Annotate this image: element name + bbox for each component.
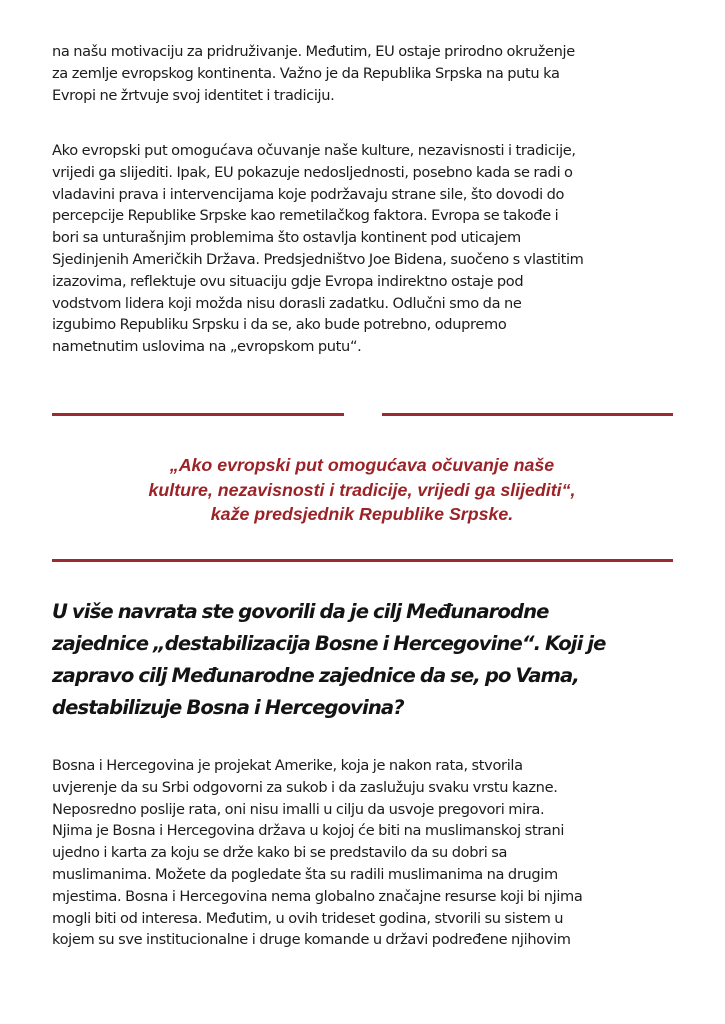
interview-question bbox=[52, 596, 692, 724]
text-line: Evropi ne žrtvuje svoj identitet i tradiciju. bbox=[52, 86, 335, 104]
text-line: Bosna i Hercegovina je projekat Amerike, koja je nakon rata, stvorila bbox=[52, 757, 523, 774]
text-line: Njima je Bosna i Hercegovina država u kojoj će biti na muslimanskoj strani bbox=[52, 822, 565, 840]
question-line: destabilizuje Bosna i Hercegovina? bbox=[52, 696, 404, 719]
paragraph-1 bbox=[52, 41, 682, 106]
text-line: Ako evropski put omogućava očuvanje naše kulture, nezavisnosti i tradicije, bbox=[52, 142, 576, 159]
text-line: izgubimo Republiku Srpsku i da se, ako bude potrebno, odupremo bbox=[52, 316, 507, 334]
divider-top-right bbox=[382, 413, 673, 416]
text-line: percepcije Republike Srpske kao remetilačkog faktora. Evropa se takođe i bbox=[52, 207, 559, 225]
text-line: muslimanima. Možete da pogledate šta su radili muslimanima na drugim bbox=[52, 865, 558, 883]
text-line: mogli biti od interesa. Međutim, u ovih trideset godina, stvorili su sistem u bbox=[52, 909, 564, 927]
divider-top-left bbox=[52, 413, 344, 416]
quote-line: „Ako evropski put omogućava očuvanje naše bbox=[169, 455, 555, 475]
pull-quote bbox=[52, 453, 672, 527]
divider-bottom bbox=[52, 559, 673, 562]
text-line: nametnutim uslovima na „evropskom putu“. bbox=[52, 338, 362, 356]
text-line: uvjerenje da su Srbi odgovorni za sukob i da zaslužuju svaku vrstu kazne. bbox=[52, 778, 558, 796]
text-line: Sjedinjenih Američkih Država. Predsjedništvo Joe Bidena, suočeno s vlastitim bbox=[52, 250, 584, 268]
question-line: U više navrata ste govorili da je cilj Međunarodne bbox=[52, 600, 549, 623]
text-line: izazovima, reflektuje ovu situaciju gdje Evropa indirektno ostaje pod bbox=[52, 272, 524, 290]
paragraph-2 bbox=[52, 140, 682, 358]
question-line: zajednice „destabilizacija Bosne i Hercegovine“. Koji je bbox=[52, 632, 606, 655]
quote-line: kulture, nezavisnosti i tradicije, vrijedi ga slijediti“, bbox=[148, 479, 576, 500]
text-line: mjestima. Bosna i Hercegovina nema globalno značajne resurse koji bi njima bbox=[52, 887, 583, 905]
text-line: za zemlje evropskog kontinenta. Važno je da Republika Srpska na putu ka bbox=[52, 64, 560, 82]
paragraph-3 bbox=[52, 755, 682, 951]
question-line: zapravo cilj Međunarodne zajednice da se, po Vama, bbox=[52, 664, 579, 687]
text-line: ujedno i karta za koju se drže kako bi se predstavilo da su dobri sa bbox=[52, 844, 508, 862]
text-line: vodstvom lidera koji možda nisu dorasli zadatku. Odlučni smo da ne bbox=[52, 294, 522, 312]
text-line: kojem su sve institucionalne i druge komande u državi podređene njihovim bbox=[52, 931, 571, 949]
text-line: Neposredno poslije rata, oni nisu imalli u cilju da usvoje pregovori mira. bbox=[52, 800, 545, 818]
text-line: vladavini prava i intervencijama koje podržavaju strane sile, što dovodi do bbox=[52, 185, 565, 203]
text-line: bori sa unturašnjim problemima što ostavlja kontinent pod uticajem bbox=[52, 229, 521, 247]
text-line: vrijedi ga slijediti. Ipak, EU pokazuje nedosljednosti, posebno kada se radi o bbox=[52, 163, 573, 181]
quote-line: kaže predsjednik Republike Srpske. bbox=[210, 504, 514, 524]
text-line: na našu motivaciju za pridruživanje. Međutim, EU ostaje prirodno okruženje bbox=[52, 43, 575, 60]
